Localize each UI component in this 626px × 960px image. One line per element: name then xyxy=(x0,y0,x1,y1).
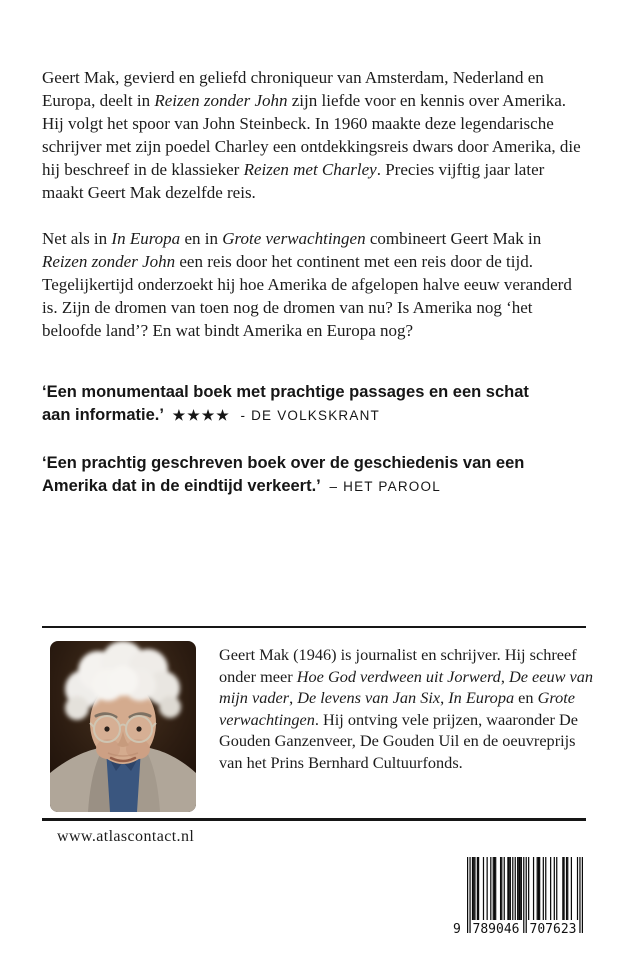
isbn-barcode xyxy=(453,857,586,937)
review-quote-parool xyxy=(42,452,542,498)
rating-stars-icon: ★★★★ xyxy=(172,407,231,423)
isbn-group-lead: 9 xyxy=(453,922,461,937)
publisher-website: www.atlascontact.nl xyxy=(57,828,195,845)
dash: - xyxy=(240,408,247,423)
divider-rule-bottom xyxy=(42,818,586,821)
review-text: ‘Een monumentaal boek met prachtige passages en een schat aan informatie.’ xyxy=(42,383,529,424)
synopsis-paragraph-1: Geert Mak, gevierd en geliefd chroniqueur van Amsterdam, Nederland en Europa, deelt in Reizen zonder John zijn liefde voor en kennis over Amerika. Hij volgt het spoor van John Steinbeck. In 1960 maakte deze legendarische schrijver met zijn poedel Charley een ontdekkingsreis dwars door Amerika, die hij beschreef in de klassieker Reizen met Charley. Precies vijftig jaar later maakt Geert Mak dezelfde reis. xyxy=(42,68,581,202)
review-source xyxy=(240,408,380,423)
author-photo xyxy=(50,641,196,812)
author-portrait-illustration xyxy=(50,641,196,812)
synopsis-paragraph-2: Net als in In Europa en in Grote verwachtingen combineert Geert Mak in Reizen zonder John een reis door het continent met een reis door de tijd. Tegelijkertijd onderzoekt hij hoe Amerika de afgelopen halve eeuw veranderd is. Zijn de dromen van toen nog de dromen van nu? Is Amerika nog ‘het beloofde land’? En wat bindt Amerika en Europa nog? xyxy=(42,229,572,340)
isbn-group-2: 707623 xyxy=(529,922,577,937)
isbn-group-1: 789046 xyxy=(472,922,520,937)
divider-rule-top xyxy=(42,626,586,628)
source-name: DE VOLKSKRANT xyxy=(251,408,380,423)
review-text: ‘Een prachtig geschreven boek over de geschiedenis van een Amerika dat in de eindtijd verkeert.’ xyxy=(42,454,525,495)
dash: – xyxy=(329,479,339,494)
author-bio: Geert Mak (1946) is journalist en schrijver. Hij schreef onder meer Hoe God verdween uit Jorwerd, De eeuw van mijn vader, De levens van Jan Six, In Europa en Grote verwachtingen. Hij ontving vele prijzen, waaronder De Gouden Ganzenveer, De Gouden Uil en de oeuvreprijs van het Prins Bernhard Cultuurfonds. xyxy=(219,645,594,772)
review-quote-volkskrant xyxy=(42,381,542,427)
source-name: HET PAROOL xyxy=(343,479,441,494)
review-source xyxy=(329,479,440,494)
